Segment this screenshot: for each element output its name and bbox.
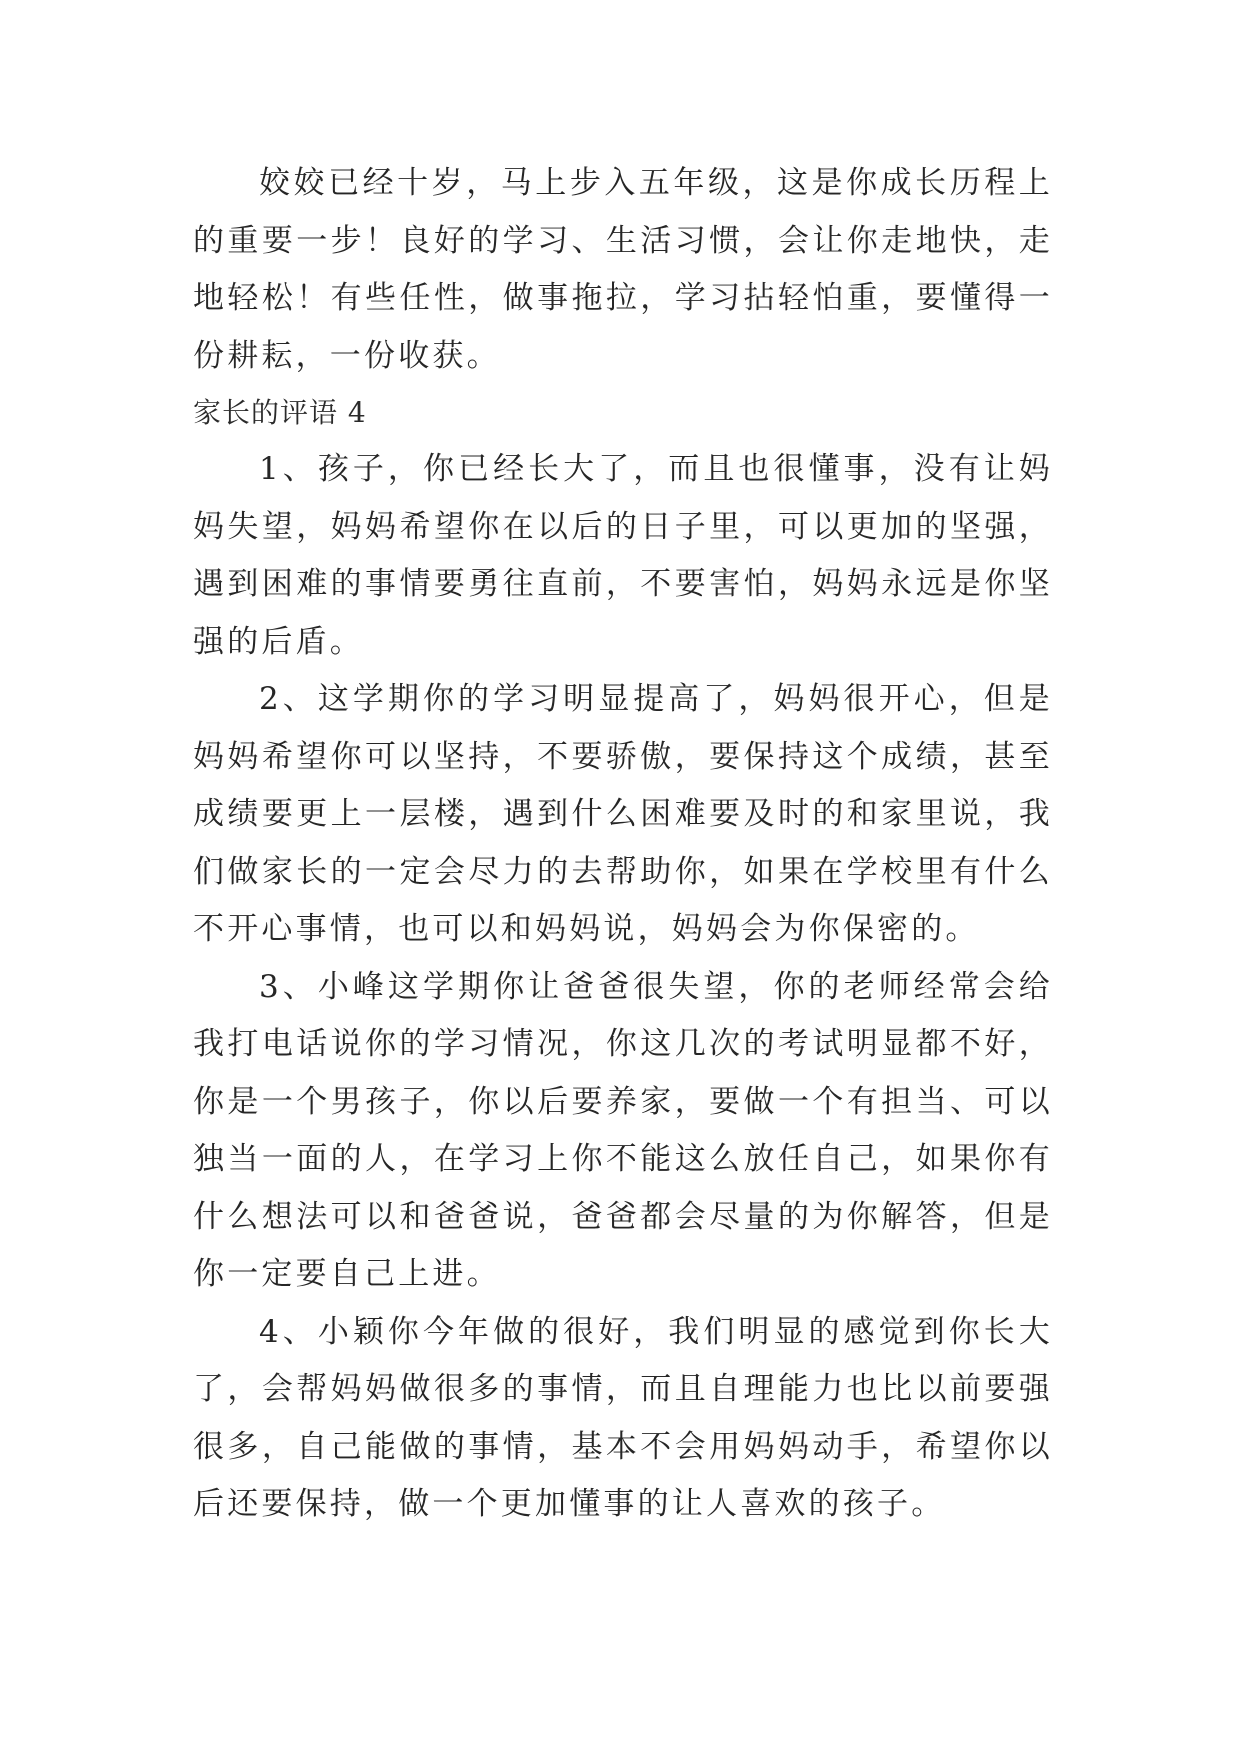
intro-paragraph: 姣姣已经十岁，马上步入五年级，这是你成长历程上的重要一步！良好的学习、生活习惯，会让你走地快，走地轻松！有些任性，做事拖拉，学习拈轻怕重，要懂得一份耕耘，一份收获。 [193, 165, 1053, 374]
comment-paragraph-3: 3、小峰这学期你让爸爸很失望，你的老师经常会给我打电话说你的学习情况，你这几次的考试明显都不好，你是一个男孩子，你以后要养家，要做一个有担当、可以独当一面的人，在学习上你不能这么放任自己，如果你有什么想法可以和爸爸说，爸爸都会尽量的为你解答，但是你一定要自己上进。 [193, 968, 1053, 1292]
section-heading: 家长的评语 4 [193, 396, 367, 429]
comment-paragraph-2: 2、这学期你的学习明显提高了，妈妈很开心，但是妈妈希望你可以坚持，不要骄傲，要保持这个成绩，甚至成绩要更上一层楼，遇到什么困难要及时的和家里说，我们做家长的一定会尽力的去帮助你，如果在学校里有什么不开心事情，也可以和妈妈说，妈妈会为你保密的。 [193, 681, 1053, 947]
comment-paragraph-4: 4、小颖你今年做的很好，我们明显的感觉到你长大了，会帮妈妈做很多的事情，而且自理能力也比以前要强很多，自己能做的事情，基本不会用妈妈动手，希望你以后还要保持，做一个更加懂事的让人喜欢的孩子。 [193, 1313, 1053, 1522]
comment-paragraph-1: 1、孩子，你已经长大了，而且也很懂事，没有让妈妈失望，妈妈希望你在以后的日子里，可以更加的坚强，遇到困难的事情要勇往直前，不要害怕，妈妈永远是你坚强的后盾。 [193, 451, 1053, 660]
document-body [193, 155, 1053, 1534]
